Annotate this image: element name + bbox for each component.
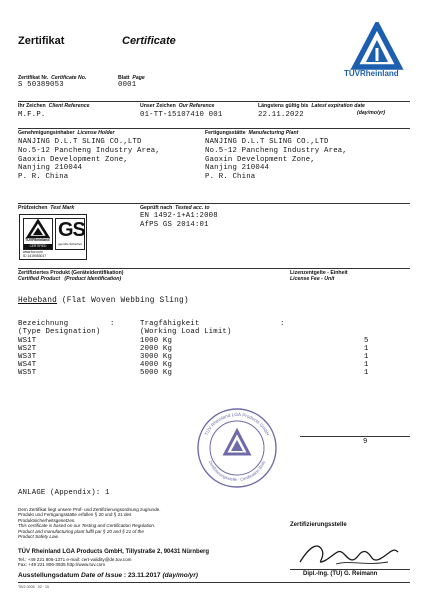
holder-line: Nanjing 210044	[18, 164, 83, 173]
table-row: WS5T 5000 Kg 1	[18, 369, 369, 377]
table-row: WS2T 2000 Kg 1	[18, 345, 369, 353]
note-line: Product Safety Law.	[18, 534, 59, 540]
title-de: Zertifikat	[18, 35, 65, 47]
holder-line: No.5-12 Pancheng Industry Area,	[18, 146, 160, 155]
table-row: WS3T 3000 Kg 1	[18, 353, 369, 361]
expiry-value: 22.11.2022	[258, 111, 304, 119]
standards-list	[140, 212, 218, 230]
certification-stamp	[196, 407, 278, 489]
plant-line: NANJING D.L.T SLING CO.,LTD	[205, 138, 329, 146]
annex: ANLAGE (Appendix): 1	[18, 489, 110, 497]
fee-label-en: License Fee - Unit	[290, 276, 335, 282]
divider	[18, 203, 410, 204]
note-line: Produkt und Fertigungsstätte erfüllen § 20 und § 21 des	[18, 512, 132, 518]
our-ref-value: 01-TT-15107410 001	[140, 111, 223, 119]
mark-url: www.tuv.com	[23, 250, 43, 254]
title-en: Certificate	[122, 35, 176, 47]
type-designation-sub: (Type Designation)	[18, 328, 101, 336]
product-name-rest: (Flat Woven Webbing Sling)	[57, 297, 189, 305]
holder-line: Gaoxin Development Zone,	[18, 155, 128, 164]
tuv-triangle-icon	[342, 22, 412, 70]
divider	[18, 128, 410, 129]
tuv-mark-sub: CERTIFIED	[24, 244, 52, 249]
mark-id: ID 1419053017	[23, 254, 47, 258]
gs-mark	[55, 218, 85, 250]
expiry-unit: (day/mo/yr)	[357, 110, 385, 116]
brand-name: TÜVRheinland	[344, 69, 399, 78]
plant-line: P. R. China	[205, 173, 256, 182]
wll-head: Tragfähigkeit :	[140, 320, 285, 328]
note-line: Product and manufacturing plant fulfil par § 20 and § 21 of the	[18, 528, 144, 534]
certbody-label: Zertifizierungsstelle	[290, 522, 347, 528]
cert-no-label: Zertifikat Nr. Certificate No.	[18, 75, 87, 81]
testmark-label: Prüfzeichen Test Mark	[18, 205, 75, 211]
plant-address	[205, 138, 347, 182]
standard-item: EN 1492-1+A1:2008	[140, 212, 218, 220]
tuv-mark	[23, 218, 53, 250]
holder-line: P. R. China	[18, 173, 69, 182]
contact-info	[18, 557, 131, 568]
stamp-text-top: TÜV Rheinland LGA Products GmbH	[203, 411, 271, 437]
note-line: Produktsicherheitsgesetzes.	[18, 517, 76, 523]
standard-item: AfPS GS 2014:01	[140, 221, 209, 229]
note-line: Dem Zertifikat liegt unsere Prüf- und Zertifizierungsordnung zugrunde.	[18, 507, 161, 512]
expiry-label: Längstens gültig bis Latest expiration date	[258, 103, 365, 109]
holder-address	[18, 138, 160, 182]
client-ref-value: M.F.P.	[18, 111, 46, 119]
type-designation-head: Bezeichnung :	[18, 320, 115, 328]
contact-line: Fax: +49 221 806-3935 http://www.tuv.com	[18, 562, 106, 568]
product-label-en: Certified Product (Product Identification)	[18, 276, 122, 282]
form-number: TB/2 0006 · 02 · 15	[18, 585, 49, 589]
issue-date: Ausstellungsdatum Date of Issue : 23.11.2017 (day/mo/yr)	[18, 572, 198, 579]
holder-label: Genehmigungsinhaber License Holder	[18, 130, 115, 136]
wll-sub: (Working Load Limit)	[140, 328, 232, 336]
product-table	[18, 337, 410, 387]
test-mark-box	[19, 214, 87, 260]
table-row: WS4T 4000 Kg 1	[18, 361, 369, 369]
stamp-seal-icon	[196, 407, 278, 489]
gs-text: GS	[58, 219, 85, 241]
plant-line: Nanjing 210044	[205, 164, 270, 173]
contact-line: Tel.: +49 221 806-1371 e-mail: cert-validity@de.tuv.com	[18, 557, 132, 562]
tuv-rheinland-logo	[342, 22, 412, 82]
product-name-underlined: Hebeband	[18, 297, 58, 305]
signature	[296, 538, 400, 570]
our-ref-label: Unser Zeichen Our Reference	[140, 103, 215, 109]
holder-line: NANJING D.L.T SLING CO.,LTD	[18, 138, 142, 146]
note-line: This certificate is based on our Testing and Certification Regulation.	[18, 523, 156, 529]
divider	[18, 268, 410, 269]
tested-label: Geprüft nach Tested acc. to	[140, 205, 210, 211]
tuv-mark-text: TÜVRheinland	[25, 238, 50, 242]
signatory: Dipl.-Ing. (TU) G. Reimann	[303, 571, 378, 577]
tuv-mark-triangle-icon	[24, 219, 52, 239]
signature-line	[290, 569, 410, 570]
plant-label: Fertigungsstätte Manufacturing Plant	[205, 130, 299, 136]
divider	[18, 582, 410, 583]
company-address: TÜV Rheinland LGA Products GmbH, Tillystraße 2, 90431 Nürnberg	[18, 549, 210, 555]
plant-line: No.5-12 Pancheng Industry Area,	[205, 146, 347, 155]
client-ref-label: Ihr Zeichen Client Reference	[18, 103, 90, 109]
gs-sub: geprüfte Sicherheit	[58, 242, 82, 246]
table-row: WS1T 1000 Kg 5	[18, 337, 369, 345]
fee-total: 9	[363, 438, 368, 446]
plant-line: Gaoxin Development Zone,	[205, 155, 315, 164]
divider	[18, 101, 410, 102]
stamp-text-bottom: Zertifizierungsstelle · Certification Body	[207, 459, 267, 483]
page-value: 0001	[118, 81, 137, 89]
product-name	[18, 297, 189, 305]
signature-icon	[296, 538, 400, 570]
footer-notes	[18, 507, 160, 539]
fee-total-rule	[300, 436, 410, 437]
product-label-de: Zertifiziertes Produkt (Geräteidentifikation)	[18, 270, 124, 276]
cert-no-value: S 50389053	[18, 81, 64, 89]
page-label: Blatt Page	[118, 75, 145, 81]
fee-label-de: Lizenzentgelte - Einheit	[290, 270, 348, 276]
